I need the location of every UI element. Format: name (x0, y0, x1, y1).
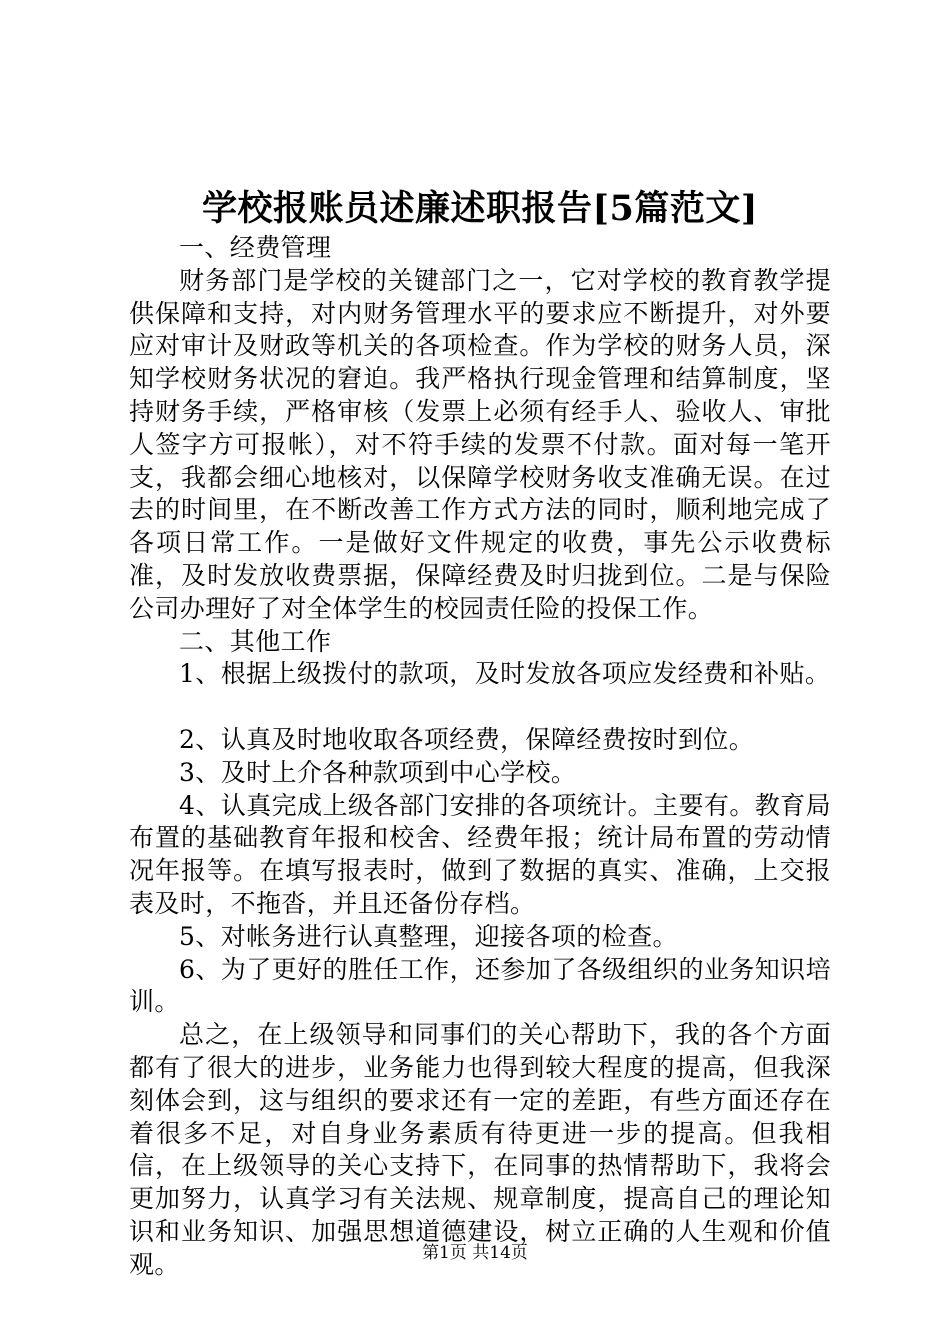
section-heading-funding: 一、经费管理 (179, 233, 332, 262)
list-item-2: 2、认真及时地收取各项经费，保障经费按时到位。 (179, 724, 755, 754)
section-heading-other-work: 二、其他工作 (179, 626, 332, 656)
list-item-1: 1、根据上级拨付的款项，及时发放各项应发经费和补贴。 (179, 659, 831, 689)
paragraph-funding-management: 财务部门是学校的关键部门之一，它对学校的教育教学提供保障和支持，对内财务管理水平的要求应不断提升，对外要应对审计及财政等机关的各项检查。作为学校的财务人员，深知学校财务状况的窘迫。我严格执行现金管理和结算制度，坚持财务手续，严格审核（发票上必须有经手人、验收人、审批人签字方可报帐），对不符手续的发票不付款。面对每一笔开支，我都会细心地核对，以保障学校财务收支准确无误。在过去的时间里，在不断改善工作方式方法的同时，顺利地完成了各项日常工作。一是做好文件规定的收费，事先公示收费标准，及时发放收费票据，保障经费及时归拢到位。二是与保险公司办理好了对全体学生的校园责任险的投保工作。 (129, 265, 831, 623)
document-body (129, 232, 831, 1282)
document-title: 学校报账员述廉述职报告[5篇范文] (202, 188, 758, 229)
paragraph-conclusion: 总之，在上级领导和同事们的关心帮助下，我的各个方面都有了很大的进步，业务能力也得到较大程度的提高，但我深刻体会到，这与组织的要求还有一定的差距，有些方面还存在着很多不足，对自身业务素质有待更进一步的提高。但我相信，在上级领导的关心支持下，在同事的热情帮助下，我将会更加努力，认真学习有关法规、规章制度，提高自己的理论知识和业务知识、加强思想道德建设，树立正确的人生观和价值观。 (129, 1020, 831, 1279)
list-item-4: 4、认真完成上级各部门安排的各项统计。主要有。教育局布置的基础教育年报和校舍、经费年报；统计局布置的劳动情况年报等。在填写报表时，做到了数据的真实、准确，上交报表及时，不拖沓，并且还备份存档。 (129, 790, 831, 918)
list-item-6: 6、为了更好的胜任工作，还参加了各级组织的业务知识培训。 (129, 954, 831, 1017)
list-item-3: 3、及时上介各种款项到中心学校。 (179, 757, 577, 787)
list-item-5: 5、对帐务进行认真整理，迎接各项的检查。 (179, 921, 678, 951)
page-number-footer: 第1页 共14页 (422, 1243, 528, 1263)
